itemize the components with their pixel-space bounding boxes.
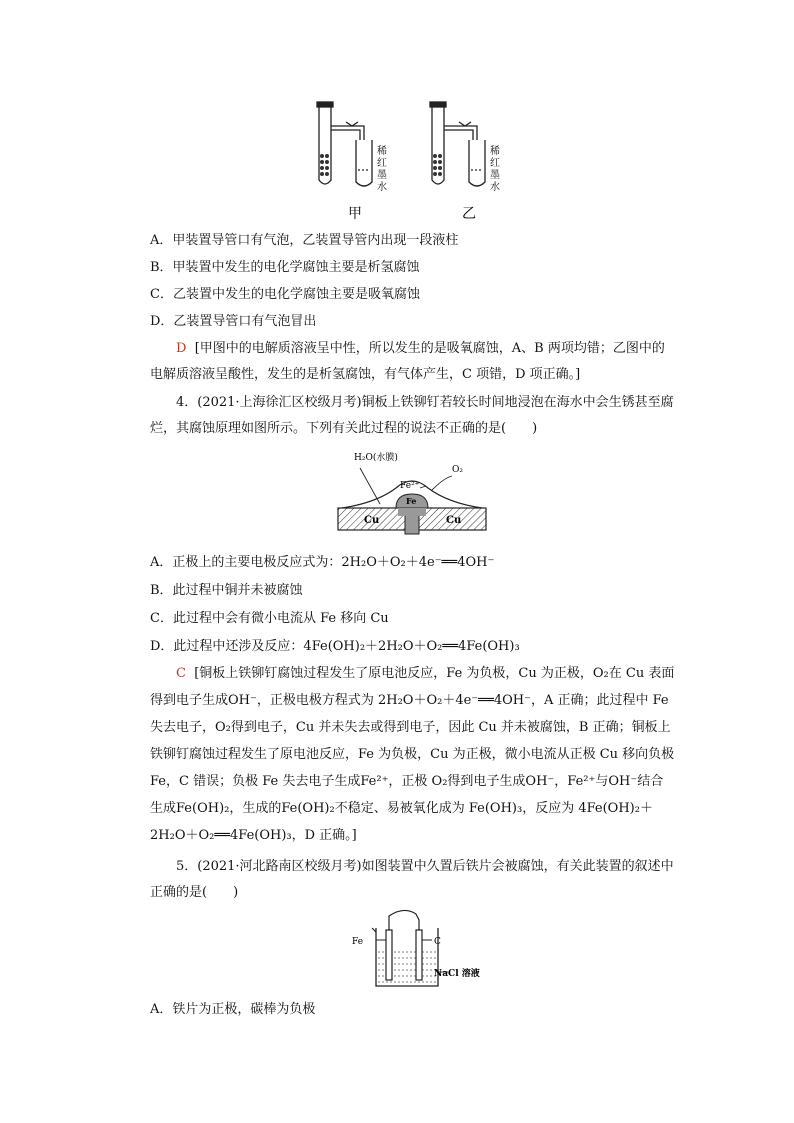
water-label-2-char-1: 稀: [490, 146, 500, 157]
water-label-1-char-4: 水: [377, 182, 387, 193]
q4-explanation-block: [150, 660, 676, 849]
q3-explanation: [甲图中的电解质溶液呈中性，所以发生的是吸氧腐蚀，A、B 两项均错；乙图中的电解质溶液呈酸性，发生的是析氢腐蚀，有气体产生，C 项错，D 项正确。]: [150, 341, 665, 382]
label-fe-rivet: Fe: [406, 496, 417, 506]
q3-option-c: C．乙装置中发生的电化学腐蚀主要是吸氧腐蚀: [150, 287, 420, 302]
label-fe-electrode: Fe: [352, 937, 364, 947]
q3-explanation-block: [150, 336, 676, 388]
label-nacl-solution: NaCl 溶液: [434, 969, 480, 979]
q4-stem: 4．(2021·上海徐汇区校级月考)铜板上铁铆钉若较长时间地浸泡在海水中会生锈甚至腐烂，其腐蚀原理如图所示。下列有关此过程的说法不正确的是( ): [150, 395, 674, 436]
water-label-2-char-4: 水: [490, 182, 500, 193]
q4-option-a: A．正极上的主要电极反应式为：2H₂O＋O₂＋4e⁻══4OH⁻: [150, 555, 495, 570]
figure-rivet-corrosion: [336, 448, 488, 538]
label-fe2: Fe²⁺: [400, 481, 420, 491]
figure-fe-c-nacl: [346, 908, 496, 992]
label-water-film: H₂O(水膜): [354, 453, 398, 463]
q4-option-c: C．此过程中会有微小电流从 Fe 移向 Cu: [150, 611, 389, 626]
q3-option-b: B．甲装置中发生的电化学腐蚀主要是析氢腐蚀: [150, 260, 420, 275]
q5-stem: 5．(2021·河北路南区校级月考)如图装置中久置后铁片会被腐蚀，有关此装置的叙述中正确的是( ): [150, 859, 674, 900]
q5-option-a: A．铁片为正极，碳棒为负极: [150, 1002, 316, 1017]
q4-option-d: D．此过程中还涉及反应：4Fe(OH)₂＋2H₂O＋O₂══4Fe(OH)₃: [150, 639, 520, 654]
q3-option-d: D．乙装置导管口有气泡冒出: [150, 314, 317, 329]
water-label-1-char-2: 红: [377, 158, 387, 169]
label-cu-right: Cu: [446, 515, 462, 526]
water-label-1-char-1: 稀: [377, 146, 387, 157]
label-o2: O₂: [452, 465, 463, 475]
label-c-electrode: C: [434, 937, 441, 947]
q3-option-a: A．甲装置导管口有气泡，乙装置导管内出现一段液柱: [150, 233, 459, 248]
q4-option-b: B．此过程中铜并未被腐蚀: [150, 583, 303, 598]
q4-answer-letter: C: [176, 666, 186, 681]
label-cu-left: Cu: [364, 515, 380, 526]
water-label-2-char-3: 墨: [490, 170, 500, 181]
label-jia: 甲: [348, 206, 362, 222]
water-label-2-char-2: 红: [490, 158, 500, 169]
q4-explanation: [铜板上铁铆钉腐蚀过程发生了原电池反应，Fe 为负极，Cu 为正极，O₂在 Cu 表面得到电子生成OH⁻，正极电极方程式为 2H₂O＋O₂＋4e⁻══4OH⁻，A 正确；此过程中 Fe 失去电子，O₂得到电子，Cu 并未失去或得到电子，因此 Cu 并未被腐蚀，B 正确；铜板上铁铆钉腐蚀过程发生了原电池反应，Fe 为负极，Cu 为正极，微小电流从正极 Cu 移向负极 Fe，C 错误；负极 Fe 失去电子生成Fe²⁺，正极 O₂得到电子生成OH⁻，Fe²⁺与OH⁻结合生成Fe(OH)₂，生成的Fe(OH)₂不稳定、易被氧化成为 Fe(OH)₃，反应为 4Fe(OH)₂＋2H₂O＋O₂══4Fe(OH)₃，D 正确。]: [150, 666, 675, 843]
figure-test-tube-setups: [300, 96, 530, 226]
water-label-1-char-3: 墨: [377, 170, 387, 181]
q3-answer-letter: D: [176, 341, 187, 356]
label-yi: 乙: [462, 206, 476, 222]
